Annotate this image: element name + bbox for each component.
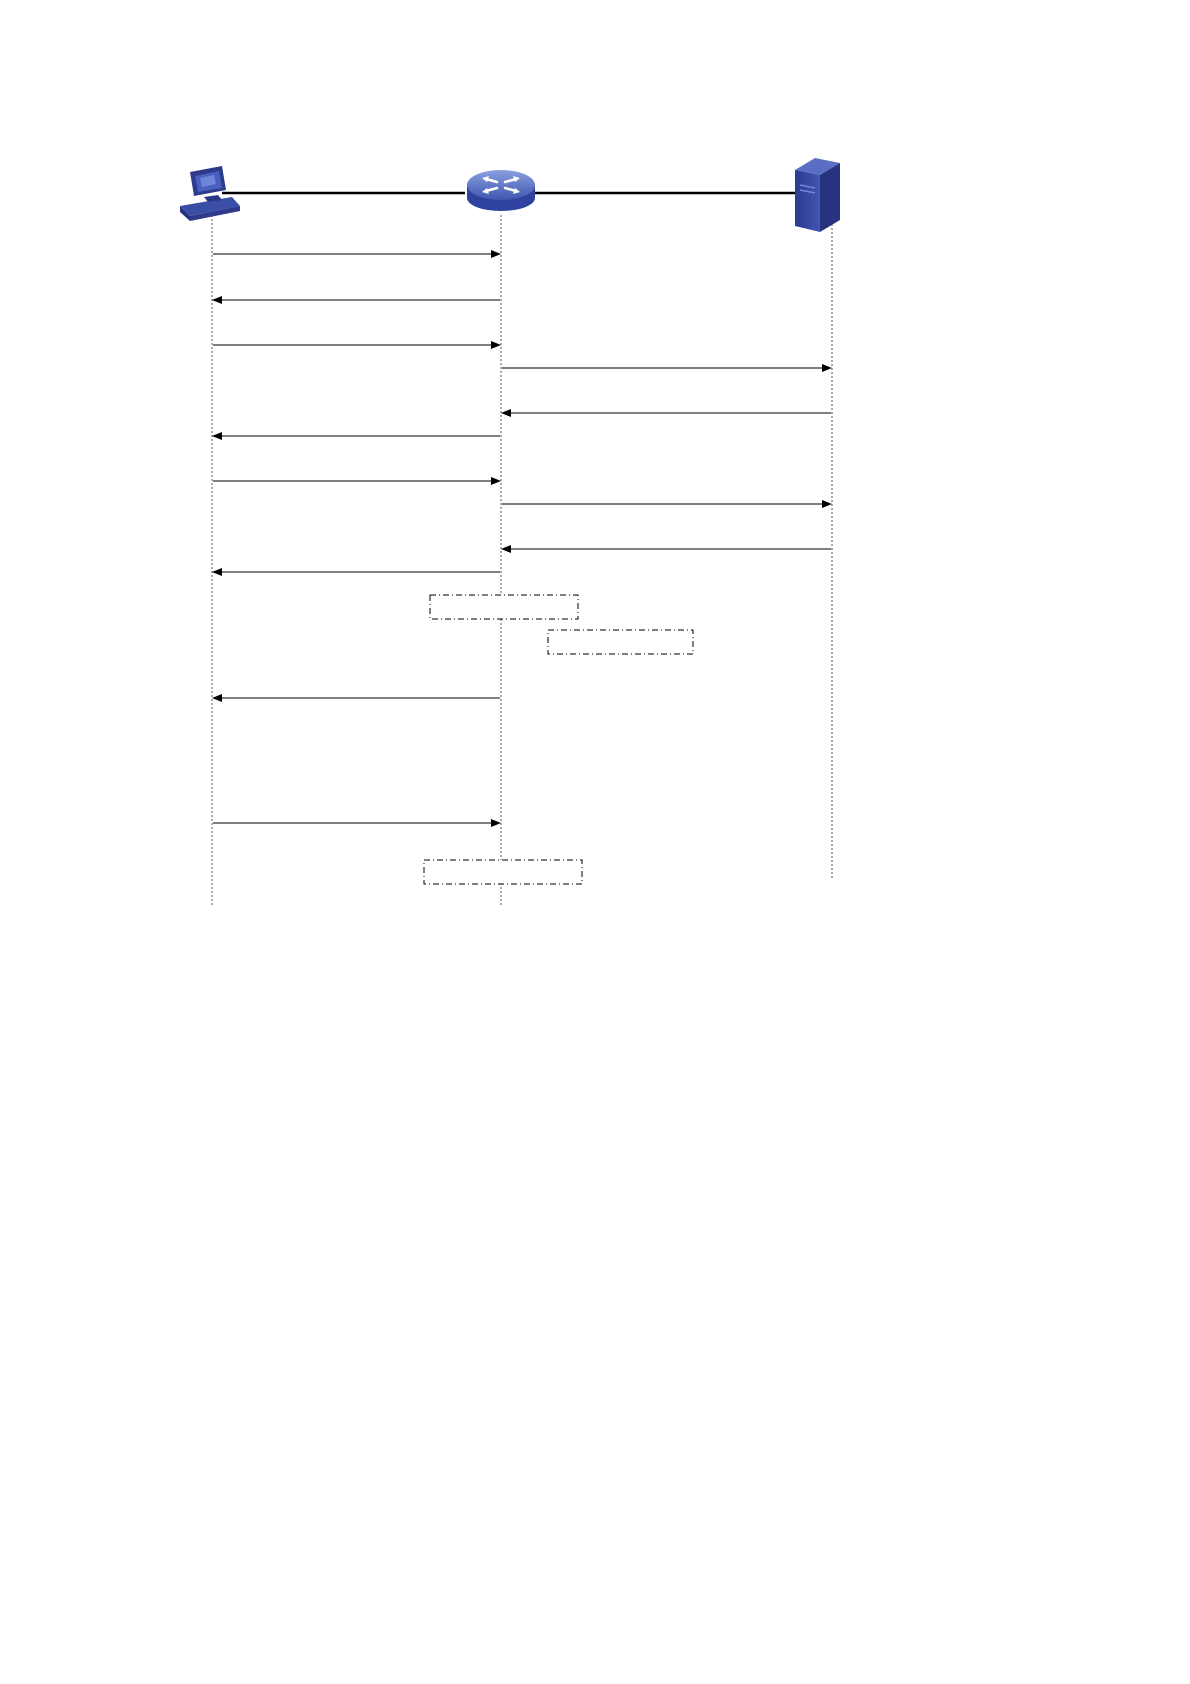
note-box [548,630,693,654]
lifelines [212,215,832,905]
message-arrows [213,254,831,823]
notes [424,595,693,884]
switch-icon [467,170,535,211]
server-icon [795,158,840,232]
note-box [430,595,578,619]
note-box [424,860,582,884]
